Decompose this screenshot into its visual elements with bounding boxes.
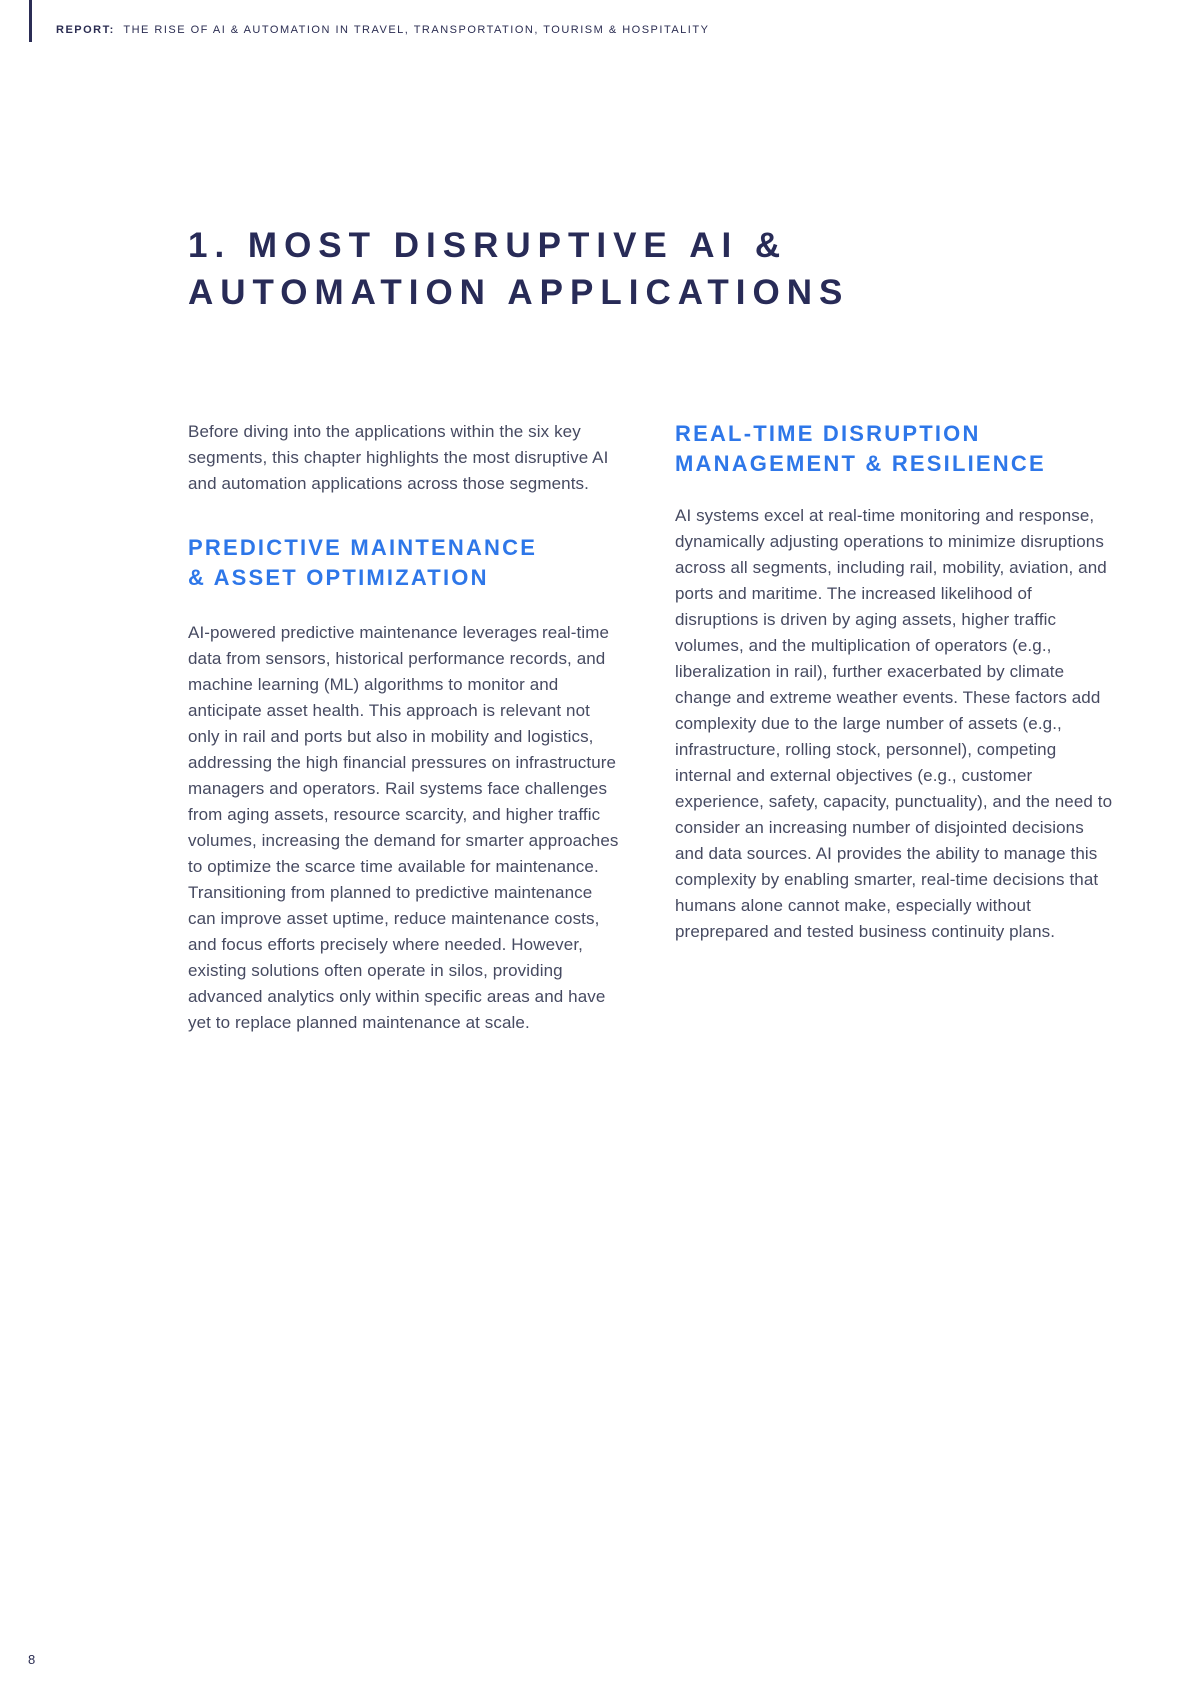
report-header [56,24,709,36]
right-column [675,419,1113,945]
predictive-heading-line-1: PREDICTIVE MAINTENANCE [188,535,538,560]
report-header-label: REPORT: [56,24,115,36]
realtime-disruption-body: AI systems excel at real-time monitoring and response, dynamically adjusting operations to minimize disruptions across all segments, including rail, mobility, aviation, and ports and maritime. The increased likelihood of disruptions is driven by aging assets, higher traffic volumes, and the multiplication of operators (e.g., liberalization in rail), further exacerbated by climate change and extreme weather events. These factors add complexity due to the large number of assets (e.g., infrastructure, rolling stock, personnel), competing internal and external objectives (e.g., customer experience, safety, capacity, punctuality), and the need to consider an increasing number of disjointed decisions and data sources. AI provides the ability to manage this complexity by enabling smarter, real-time decisions that humans alone cannot make, especially without preprepared and tested business continuity plans. [675,506,1113,941]
predictive-heading-line-2: & ASSET OPTIMIZATION [188,565,489,590]
section-heading-predictive-maintenance [188,533,620,593]
header-accent-bar [29,0,32,42]
chapter-title-line-1: 1. MOST DISRUPTIVE AI & [188,226,788,265]
intro-paragraph: Before diving into the applications within the six key segments, this chapter highlights the most disruptive AI and automation applications across those segments. [188,422,609,493]
two-column-content [188,419,1113,1036]
chapter-title [188,222,1088,316]
chapter-title-line-2: AUTOMATION APPLICATIONS [188,273,850,312]
predictive-maintenance-body: AI-powered predictive maintenance leverages real-time data from sensors, historical performance records, and machine learning (ML) algorithms to monitor and anticipate asset health. This approach is relevant not only in rail and ports but also in mobility and logistics, addressing the high financial pressures on infrastructure managers and operators. Rail systems face challenges from aging assets, resource scarcity, and higher traffic volumes, increasing the demand for smarter approaches to optimize the scarce time available for maintenance. Transitioning from planned to predictive maintenance can improve asset uptime, reduce maintenance costs, and focus efforts precisely where needed. However, existing solutions often operate in silos, providing advanced analytics only within specific areas and have yet to replace planned maintenance at scale. [188,623,619,1032]
realtime-heading-line-2: MANAGEMENT & RESILIENCE [675,451,1046,476]
page-number: 8 [28,1652,36,1667]
report-header-title: THE RISE OF AI & AUTOMATION IN TRAVEL, TRANSPORTATION, TOURISM & HOSPITALITY [123,24,710,36]
section-heading-realtime-disruption [675,419,1113,479]
left-column [188,419,620,1036]
realtime-heading-line-1: REAL-TIME DISRUPTION [675,421,981,446]
